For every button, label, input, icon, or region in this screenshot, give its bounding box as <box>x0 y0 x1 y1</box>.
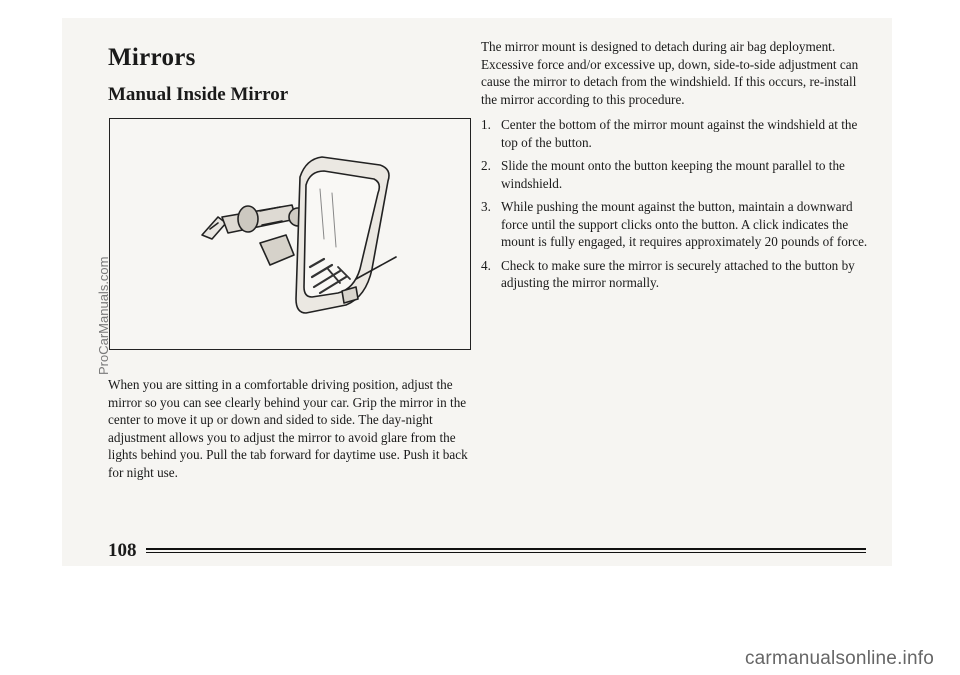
day-night-tab <box>260 235 294 265</box>
step-number: 3. <box>481 199 491 214</box>
step-number: 1. <box>481 117 491 132</box>
step-text: Check to make sure the mirror is securely attached to the button by adjusting the mirror normally. <box>501 257 855 290</box>
section-title: Manual Inside Mirror <box>108 84 289 105</box>
page-title: Mirrors <box>108 44 196 71</box>
list-item <box>481 198 873 251</box>
step-text: Slide the mount onto the button keeping the mount parallel to the windshield. <box>501 158 845 191</box>
list-item <box>481 157 873 192</box>
reinstall-intro: The mirror mount is designed to detach during air bag deployment. Excessive force and/or excessive up, down, side-to-side adjustment can cause the mirror to detach from the windshield. If this occurs, re-install the mirror according to this procedure. <box>481 39 859 107</box>
step-text: Center the bottom of the mirror mount against the windshield at the top of the button. <box>501 117 858 150</box>
step-text: While pushing the mount against the button, maintain a downward force until the support clicks onto the button. A click indicates the mount is fully engaged, it requires approximately 20 pounds of force. <box>501 199 868 249</box>
step-number: 4. <box>481 257 491 273</box>
adjustment-instructions: When you are sitting in a comfortable driving position, adjust the mirror so you can see clearly behind your car. Grip the mirror in the center to move it up or down and sided to side. The day-night adjustment allows you to adjust the mirror to avoid glare from the lights behind you. Pull the tab forward for daytime use. Push it back for night use. <box>108 377 468 480</box>
footer-rule <box>146 548 866 553</box>
list-item <box>481 116 873 151</box>
bottom-watermark: carmanualsonline.info <box>744 648 934 669</box>
list-item <box>481 257 873 292</box>
support-arm <box>222 205 296 233</box>
reinstall-steps <box>481 116 873 292</box>
mirror-illustration <box>109 118 471 350</box>
reinstall-section <box>481 38 873 298</box>
mirror-drawing <box>110 119 472 351</box>
step-number: 2. <box>481 158 491 173</box>
page-number: 108 <box>108 540 137 561</box>
side-watermark: ProCarManuals.com <box>96 256 111 375</box>
